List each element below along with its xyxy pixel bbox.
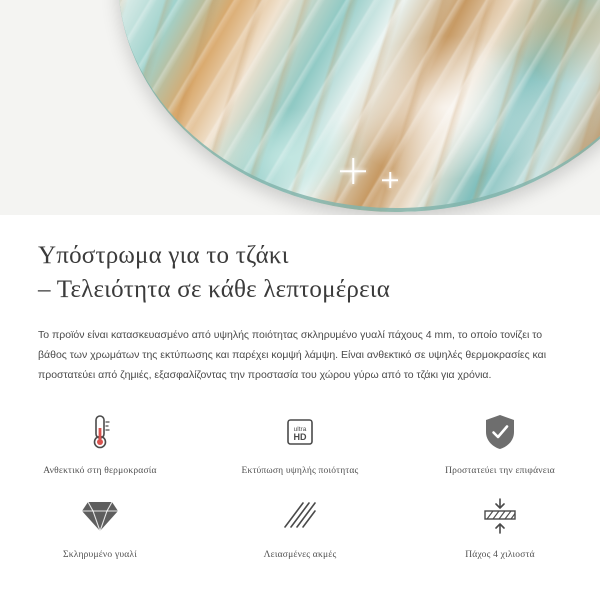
feature-polished-edges xyxy=(200,476,400,560)
feature-print-quality xyxy=(200,400,400,476)
feature-tempered-glass xyxy=(0,476,200,560)
polished-edges-icon xyxy=(281,494,319,538)
svg-text:HD: HD xyxy=(293,432,307,442)
page-title xyxy=(38,239,562,307)
text-content xyxy=(0,215,600,385)
ultra-hd-icon xyxy=(280,410,320,454)
diamond-icon xyxy=(79,494,121,538)
feature-thickness xyxy=(400,476,600,560)
svg-text:ultra: ultra xyxy=(293,426,307,433)
thickness-icon xyxy=(479,494,521,538)
feature-label: Ανθεκτικό στη θερμοκρασία xyxy=(43,466,157,476)
feature-label: Προστατεύει την επιφάνεια xyxy=(445,466,555,476)
feature-row-2 xyxy=(0,476,600,560)
feature-label: Λειασμένες ακμές xyxy=(263,550,337,560)
shield-check-icon xyxy=(480,410,520,454)
feature-temperature-resistant xyxy=(0,400,200,476)
headline-line-1: Υπόστρωμα για το τζάκι xyxy=(38,242,289,269)
feature-row-1 xyxy=(0,400,600,476)
feature-label: Εκτύπωση υψηλής ποιότητας xyxy=(241,466,359,476)
headline-line-2: – Τελειότητα σε κάθε λεπτομέρεια xyxy=(38,276,391,303)
feature-surface-protection xyxy=(400,400,600,476)
hero-image xyxy=(0,0,600,215)
thermometer-icon xyxy=(83,410,117,454)
feature-label: Πάχος 4 χιλιοστά xyxy=(465,550,535,560)
description-paragraph: Το προϊόν είναι κατασκευασμένο από υψηλής ποιότητας σκληρυμένο γυαλί πάχους 4 mm, το οποίο τονίζει το βάθος των χρωμάτων της εκτύπωσης και παρέχει κομψή λάμψη. Είναι ανθεκτικό σε υψηλές θερμοκρασίες και προστατεύει από ζημιές, εξασφαλίζοντας την προστασία του χώρου γύρω από το τζάκι για χρόνια. xyxy=(38,329,547,381)
feature-label: Σκληρυμένο γυαλί xyxy=(63,550,137,560)
feature-grid xyxy=(0,400,600,560)
